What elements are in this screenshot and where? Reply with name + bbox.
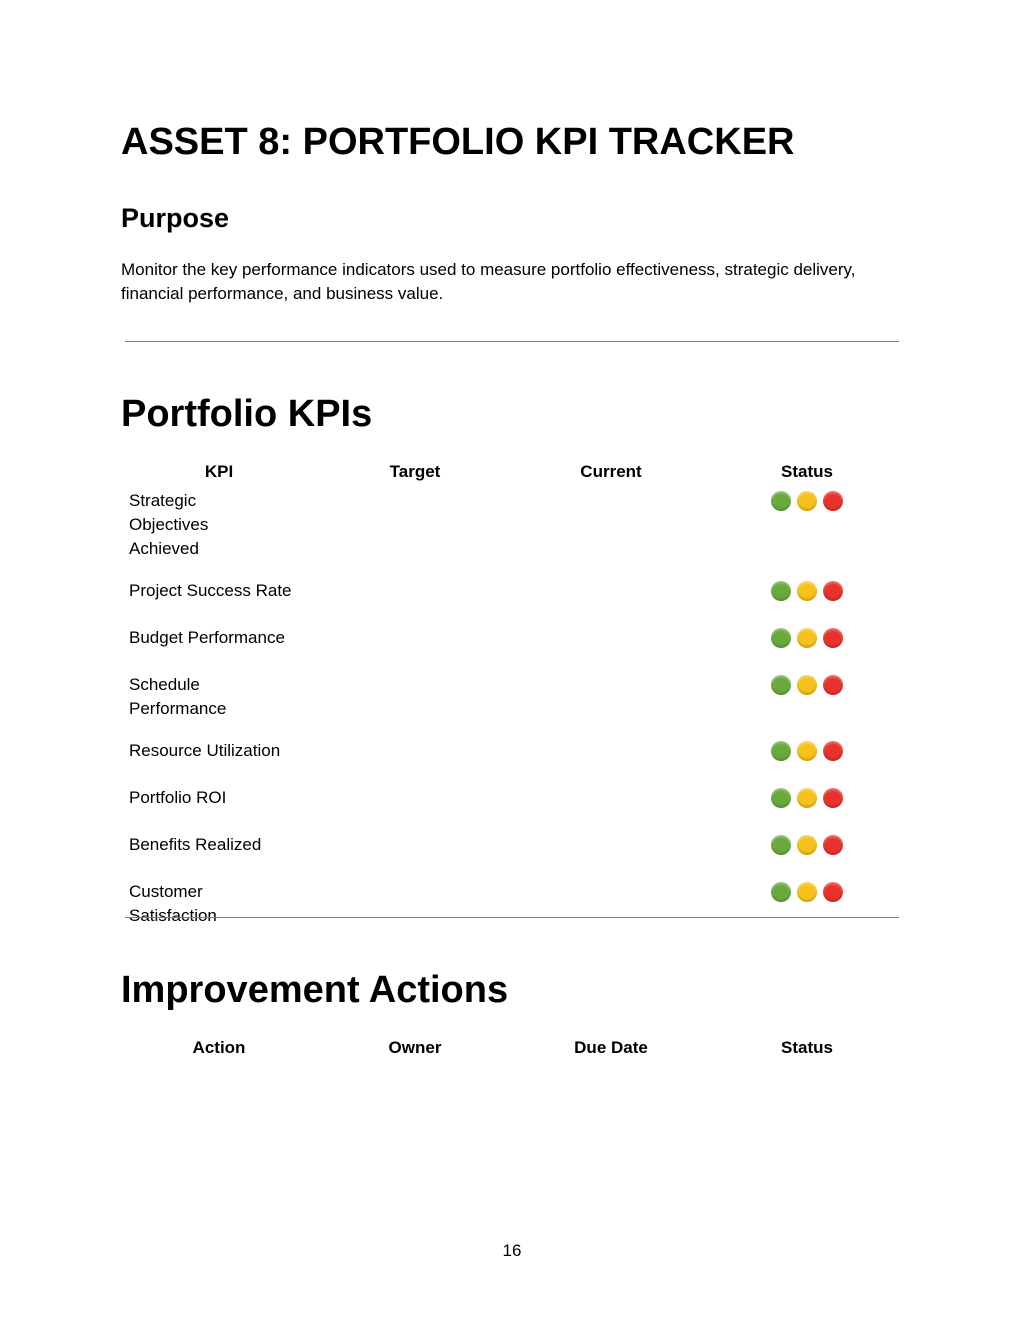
kpi-target[interactable] bbox=[317, 489, 513, 579]
kpi-table bbox=[121, 455, 905, 946]
green-circle-icon bbox=[771, 491, 791, 511]
kpi-current[interactable] bbox=[513, 626, 709, 673]
actions-section-heading: Improvement Actions bbox=[121, 969, 509, 1011]
status-indicators bbox=[771, 739, 843, 761]
kpi-name: Portfolio ROI bbox=[129, 788, 227, 807]
yellow-circle-icon bbox=[797, 491, 817, 511]
red-circle-icon bbox=[823, 675, 843, 695]
kpi-current[interactable] bbox=[513, 880, 709, 946]
green-circle-icon bbox=[771, 581, 791, 601]
kpi-current[interactable] bbox=[513, 833, 709, 880]
kpi-name: Benefits Realized bbox=[129, 835, 262, 854]
green-circle-icon bbox=[771, 882, 791, 902]
column-header-current: Current bbox=[580, 462, 642, 481]
yellow-circle-icon bbox=[797, 581, 817, 601]
kpi-target[interactable] bbox=[317, 673, 513, 739]
table-row bbox=[121, 833, 905, 880]
red-circle-icon bbox=[823, 788, 843, 808]
kpi-status bbox=[709, 739, 905, 786]
red-circle-icon bbox=[823, 835, 843, 855]
column-header-action: Action bbox=[192, 1038, 246, 1057]
status-indicators bbox=[771, 489, 843, 511]
actions-table bbox=[121, 1031, 905, 1065]
kpi-status bbox=[709, 786, 905, 833]
status-indicators bbox=[771, 626, 843, 648]
status-indicators bbox=[771, 833, 843, 855]
actions-table-header bbox=[121, 1031, 905, 1065]
yellow-circle-icon bbox=[797, 788, 817, 808]
red-circle-icon bbox=[823, 628, 843, 648]
kpi-name: Schedule Performance bbox=[129, 675, 227, 718]
column-header-status: Status bbox=[781, 1038, 833, 1057]
table-row bbox=[121, 579, 905, 626]
red-circle-icon bbox=[823, 882, 843, 902]
green-circle-icon bbox=[771, 675, 791, 695]
kpi-target[interactable] bbox=[317, 833, 513, 880]
kpi-name: Project Success Rate bbox=[129, 581, 292, 600]
kpi-target[interactable] bbox=[317, 626, 513, 673]
kpi-section-heading: Portfolio KPIs bbox=[121, 393, 373, 435]
table-row bbox=[121, 673, 905, 739]
kpi-target[interactable] bbox=[317, 880, 513, 946]
purpose-heading: Purpose bbox=[121, 203, 230, 233]
red-circle-icon bbox=[823, 581, 843, 601]
kpi-name: Resource Utilization bbox=[129, 741, 281, 760]
table-row bbox=[121, 489, 905, 579]
kpi-current[interactable] bbox=[513, 673, 709, 739]
kpi-table-header bbox=[121, 455, 905, 489]
page-title: ASSET 8: PORTFOLIO KPI TRACKER bbox=[121, 121, 795, 163]
table-row bbox=[121, 626, 905, 673]
green-circle-icon bbox=[771, 741, 791, 761]
kpi-current[interactable] bbox=[513, 489, 709, 579]
yellow-circle-icon bbox=[797, 675, 817, 695]
column-header-target: Target bbox=[389, 462, 441, 481]
column-header-due-date: Due Date bbox=[574, 1038, 648, 1057]
yellow-circle-icon bbox=[797, 882, 817, 902]
kpi-table-body bbox=[121, 489, 905, 946]
table-row bbox=[121, 739, 905, 786]
kpi-name: Budget Performance bbox=[129, 628, 285, 647]
kpi-name: Customer Satisfaction bbox=[129, 882, 217, 925]
table-row bbox=[121, 880, 905, 946]
purpose-text: Monitor the key performance indicators used to measure portfolio effectiveness, strategic delivery, financial performance, and business value. bbox=[121, 260, 856, 303]
table-row bbox=[121, 786, 905, 833]
status-indicators bbox=[771, 673, 843, 695]
column-header-status: Status bbox=[781, 462, 833, 481]
red-circle-icon bbox=[823, 491, 843, 511]
yellow-circle-icon bbox=[797, 835, 817, 855]
kpi-current[interactable] bbox=[513, 579, 709, 626]
kpi-status bbox=[709, 833, 905, 880]
kpi-status bbox=[709, 489, 905, 579]
status-indicators bbox=[771, 786, 843, 808]
yellow-circle-icon bbox=[797, 628, 817, 648]
kpi-target[interactable] bbox=[317, 579, 513, 626]
kpi-status bbox=[709, 880, 905, 946]
status-indicators bbox=[771, 579, 843, 601]
kpi-current[interactable] bbox=[513, 739, 709, 786]
red-circle-icon bbox=[823, 741, 843, 761]
kpi-name: Strategic Objectives Achieved bbox=[129, 491, 209, 558]
page-number: 16 bbox=[502, 1241, 522, 1260]
kpi-target[interactable] bbox=[317, 739, 513, 786]
divider bbox=[125, 917, 899, 918]
status-indicators bbox=[771, 880, 843, 902]
divider bbox=[125, 341, 899, 342]
kpi-status bbox=[709, 673, 905, 739]
column-header-owner: Owner bbox=[388, 1038, 442, 1057]
kpi-status bbox=[709, 579, 905, 626]
green-circle-icon bbox=[771, 628, 791, 648]
green-circle-icon bbox=[771, 788, 791, 808]
kpi-current[interactable] bbox=[513, 786, 709, 833]
green-circle-icon bbox=[771, 835, 791, 855]
yellow-circle-icon bbox=[797, 741, 817, 761]
kpi-target[interactable] bbox=[317, 786, 513, 833]
column-header-kpi: KPI bbox=[204, 462, 234, 481]
kpi-status bbox=[709, 626, 905, 673]
